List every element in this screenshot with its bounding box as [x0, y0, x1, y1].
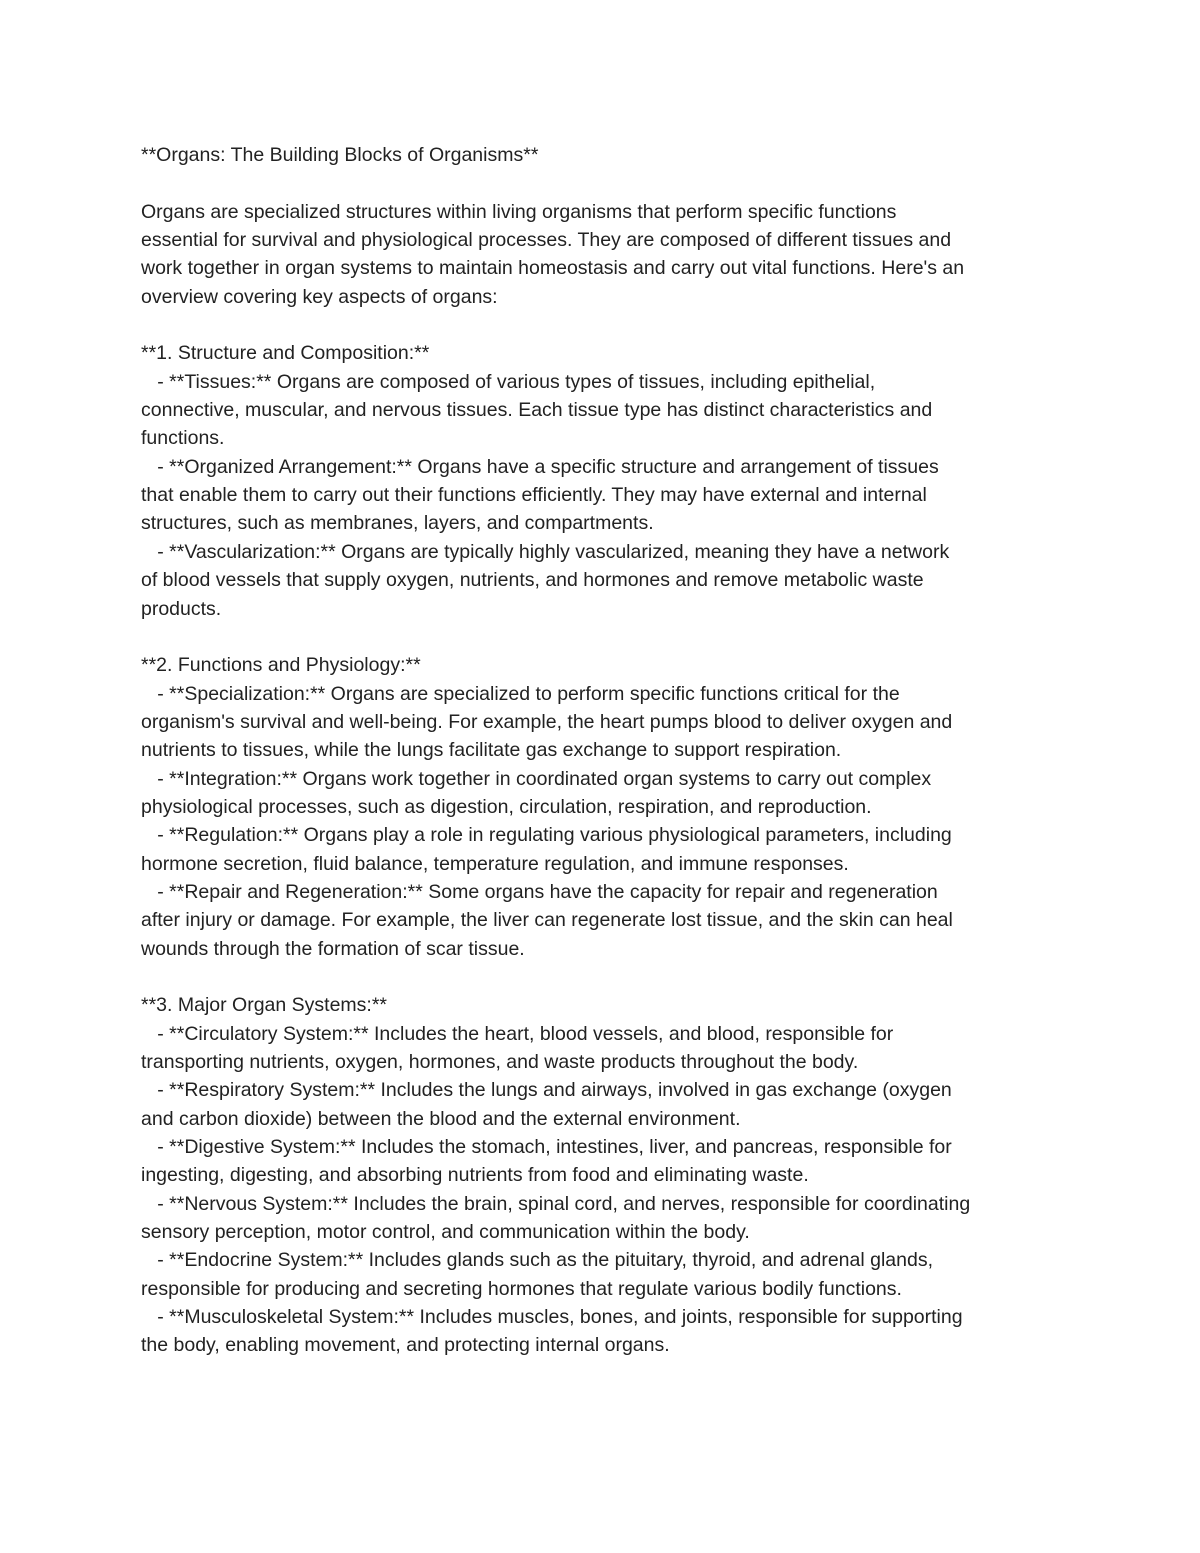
section-line: organism's survival and well-being. For example, the heart pumps blood to deliver oxygen and [141, 710, 953, 733]
intro-line: overview covering key aspects of organs: [141, 285, 498, 308]
section-line: responsible for producing and secreting hormones that regulate various bodily functions. [141, 1277, 902, 1300]
intro-paragraph [141, 198, 1071, 311]
section-line: nutrients to tissues, while the lungs facilitate gas exchange to support respiration. [141, 739, 842, 762]
blank-line [141, 311, 1071, 339]
document-title: **Organs: The Building Blocks of Organisms** [141, 144, 539, 166]
section-line: - **Integration:** Organs work together in coordinated organ systems to carry out complex [141, 767, 932, 790]
section-line: functions. [141, 427, 225, 450]
blank-line [141, 623, 1071, 651]
section-line: and carbon dioxide) between the blood and the external environment. [141, 1107, 741, 1130]
section-line: structures, such as membranes, layers, and compartments. [141, 512, 654, 535]
section-line: connective, muscular, and nervous tissues. Each tissue type has distinct characteristics and [141, 399, 933, 422]
intro-line: work together in organ systems to maintain homeostasis and carry out vital functions. Here's an [141, 257, 965, 280]
section-line: - **Repair and Regeneration:** Some organs have the capacity for repair and regeneration [141, 880, 938, 903]
intro-line: Organs are specialized structures within living organisms that perform specific functions [141, 200, 897, 223]
intro-line: essential for survival and physiological processes. They are composed of different tissues and [141, 229, 952, 252]
section-line: - **Specialization:** Organs are specialized to perform specific functions critical for the [141, 682, 900, 705]
section-line: - **Musculoskeletal System:** Includes muscles, bones, and joints, responsible for supporting [141, 1306, 963, 1329]
section-heading: **3. Major Organ Systems:** [141, 994, 388, 1017]
blank-line [141, 169, 1071, 197]
section-line: hormone secretion, fluid balance, temperature regulation, and immune responses. [141, 852, 849, 875]
section-line: - **Endocrine System:** Includes glands such as the pituitary, thyroid, and adrenal glands, [141, 1249, 933, 1272]
section-line: physiological processes, such as digestion, circulation, respiration, and reproduction. [141, 795, 872, 818]
section-line: transporting nutrients, oxygen, hormones, and waste products throughout the body. [141, 1051, 859, 1073]
section-major-organ-systems [141, 991, 1071, 1359]
section-line: - **Nervous System:** Includes the brain, spinal cord, and nerves, responsible for coordinating [141, 1192, 971, 1215]
blank-line [141, 963, 1071, 991]
section-line: - **Circulatory System:** Includes the heart, blood vessels, and blood, responsible for [141, 1022, 894, 1045]
section-line: - **Respiratory System:** Includes the lungs and airways, involved in gas exchange (oxygen [141, 1079, 952, 1102]
section-line: ingesting, digesting, and absorbing nutrients from food and eliminating waste. [141, 1164, 809, 1187]
section-line: - **Organized Arrangement:** Organs have a specific structure and arrangement of tissues [141, 455, 939, 478]
section-line: - **Digestive System:** Includes the stomach, intestines, liver, and pancreas, responsible for [141, 1136, 952, 1159]
section-structure-composition [141, 339, 1071, 622]
section-line: the body, enabling movement, and protecting internal organs. [141, 1334, 670, 1357]
section-line: - **Tissues:** Organs are composed of various types of tissues, including epithelial, [141, 370, 876, 393]
document-page [141, 141, 1071, 1360]
section-functions-physiology [141, 651, 1071, 963]
section-line: - **Regulation:** Organs play a role in regulating various physiological parameters, including [141, 824, 952, 847]
section-line: of blood vessels that supply oxygen, nutrients, and hormones and remove metabolic waste [141, 569, 924, 592]
section-line: - **Vascularization:** Organs are typically highly vascularized, meaning they have a network [141, 540, 950, 563]
section-line: products. [141, 597, 222, 620]
section-line: after injury or damage. For example, the liver can regenerate lost tissue, and the skin can heal [141, 909, 953, 932]
section-line: that enable them to carry out their functions efficiently. They may have external and internal [141, 484, 927, 507]
section-line: sensory perception, motor control, and communication within the body. [141, 1221, 750, 1244]
section-heading: **1. Structure and Composition:** [141, 342, 430, 365]
section-line: wounds through the formation of scar tissue. [141, 937, 525, 960]
section-heading: **2. Functions and Physiology:** [141, 654, 421, 677]
